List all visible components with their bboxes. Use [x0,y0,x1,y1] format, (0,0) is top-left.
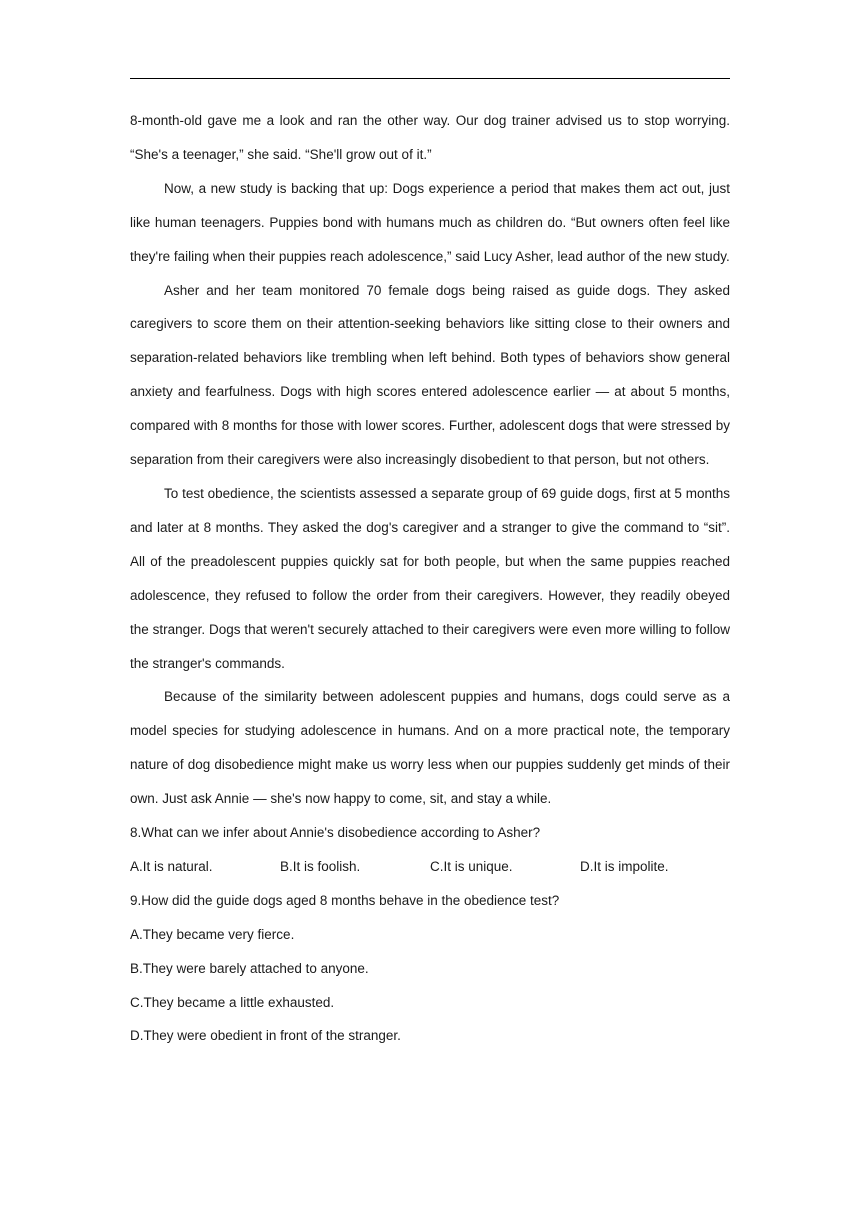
question-9-option-b: B.They were barely attached to anyone. [130,960,369,976]
passage-paragraph-4: To test obedience, the scientists assessed a separate group of 69 guide dogs, first at 5 months and later at 8 months. They asked the dog's caregiver and a stranger to give the command to “sit”. All of the preadolescent puppies quickly sat for both people, but when the same puppies reached adolescence, they refused to follow the order from their caregivers. However, they readily obeyed the stranger. Dogs that weren't securely attached to their caregivers were even more willing to follow the stranger's commands. [130,485,730,671]
question-8-stem: 8.What can we infer about Annie's disobedience according to Asher? [130,825,541,841]
passage-paragraph-3: Asher and her team monitored 70 female dogs being raised as guide dogs. They asked caregivers to score them on their attention-seeking behaviors like sitting close to their owners and separation-related behaviors like trembling when left behind. Both types of behaviors show general anxiety and fearfulness. Dogs with high scores entered adolescence earlier — at about 5 months, compared with 8 months for those with lower scores. Further, adolescent dogs that were stressed by separation from their caregivers were also increasingly disobedient to that person, but not others. [130,282,730,468]
header-rule [130,78,730,79]
passage-paragraph-2: Now, a new study is backing that up: Dogs experience a period that makes them act out, just like human teenagers. Puppies bond with humans much as children do. “But owners often feel like they're failing when their puppies reach adolescence,” said Lucy Asher, lead author of the new study. [130,180,730,264]
question-8-options [130,850,730,884]
question-8-option-a: A.It is natural. [130,858,213,874]
question-9-stem: 9.How did the guide dogs aged 8 months behave in the obedience test? [130,892,560,908]
document-body [130,104,730,1053]
question-9-option-c: C.They became a little exhausted. [130,994,335,1010]
question-9-option-a: A.They became very fierce. [130,926,295,942]
passage-paragraph-1: 8-month-old gave me a look and ran the other way. Our dog trainer advised us to stop worrying. “She's a teenager,” she said. “She'll grow out of it.” [130,113,730,162]
passage-paragraph-5: Because of the similarity between adolescent puppies and humans, dogs could serve as a model species for studying adolescence in humans. And on a more practical note, the temporary nature of dog disobedience might make us worry less when our puppies suddenly get minds of their own. Just ask Annie — she's now happy to come, sit, and stay a while. [130,689,730,807]
question-8-option-b: B.It is foolish. [280,858,361,874]
question-8-option-d: D.It is impolite. [580,858,669,874]
question-8-option-c: C.It is unique. [430,858,513,874]
question-9-option-d: D.They were obedient in front of the stranger. [130,1028,401,1044]
